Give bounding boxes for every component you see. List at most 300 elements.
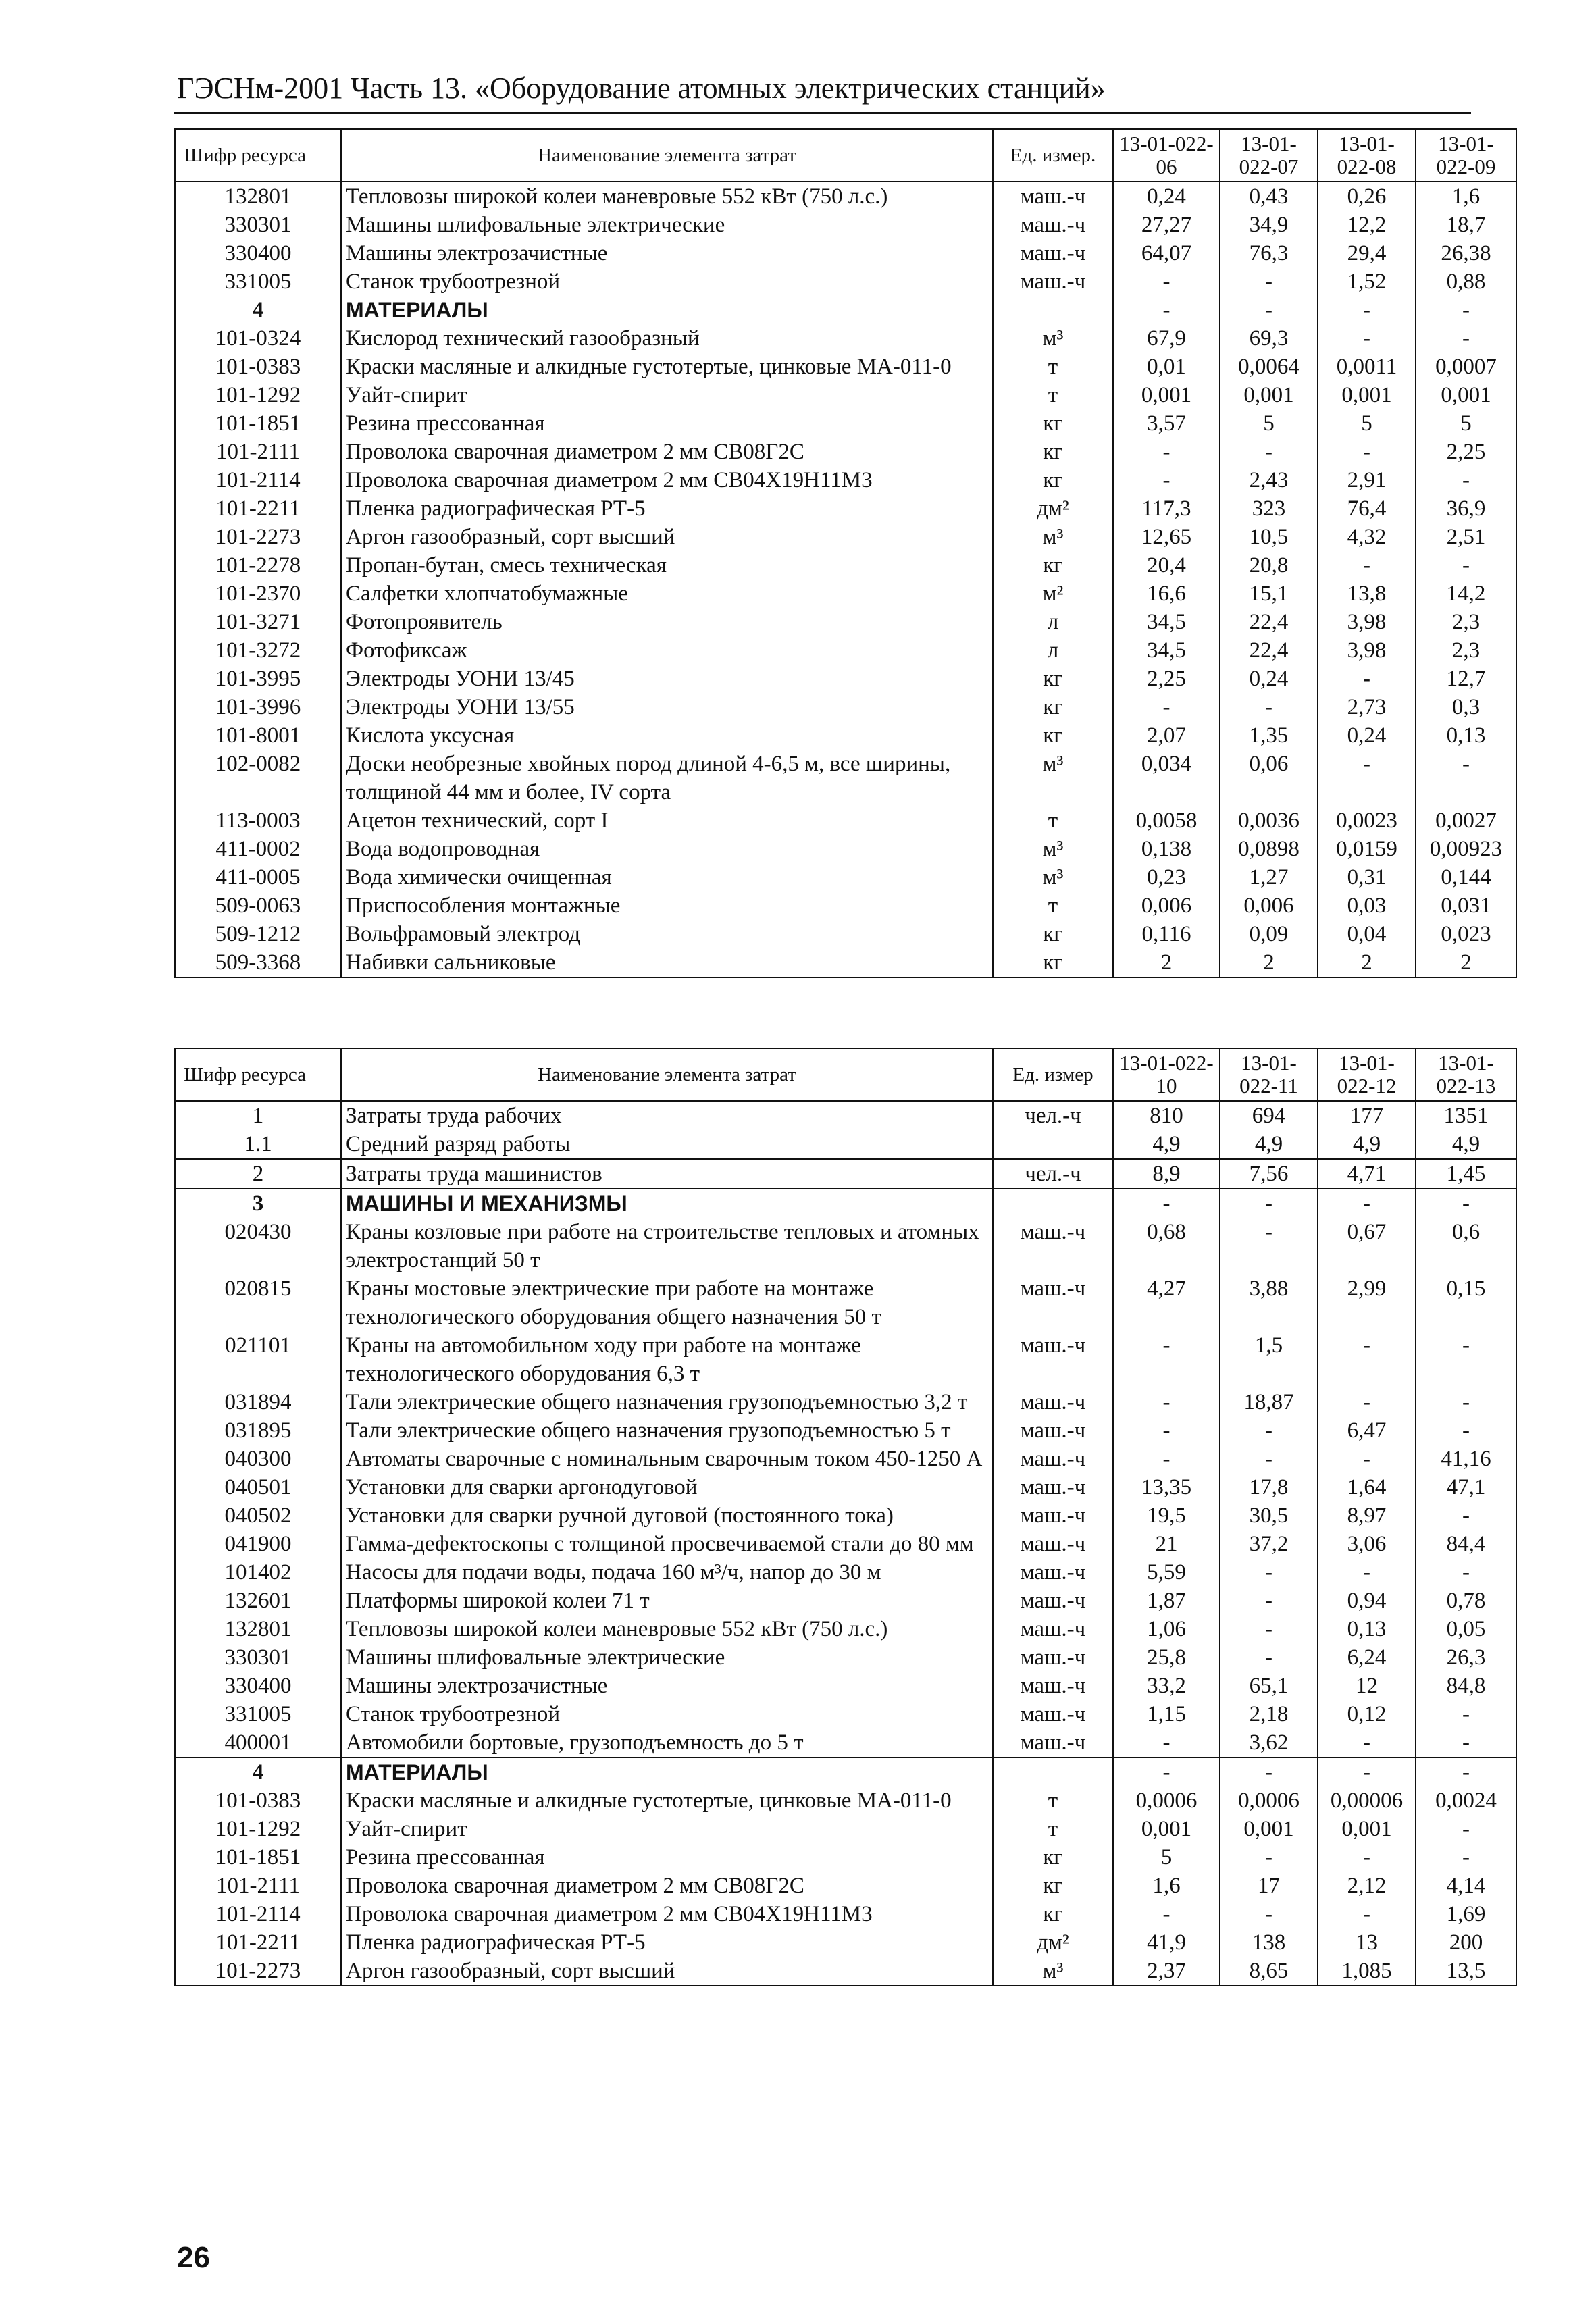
cost-element-name: Автоматы сварочные с номинальным сварочным током 450-1250 А (341, 1445, 993, 1473)
table-row (175, 438, 1516, 466)
norm-value: 30,5 (1220, 1501, 1318, 1530)
norm-value: 2,07 (1113, 721, 1220, 750)
cost-element-name: Автомобили бортовые, грузоподъемность до 5 т (341, 1728, 993, 1757)
cost-element-name: Краны мостовые электрические при работе на монтаже технологического оборудования общего назначения 50 т (341, 1275, 993, 1331)
cost-element-name: МАТЕРИАЛЫ (341, 296, 993, 324)
table-row (175, 665, 1516, 693)
norm-value: 177 (1318, 1101, 1416, 1130)
unit-of-measure: кг (993, 920, 1113, 948)
resource-code: 411-0005 (175, 863, 341, 892)
table-row (175, 863, 1516, 892)
norm-value: 0,031 (1416, 892, 1516, 920)
norm-value: - (1113, 296, 1220, 324)
table-row (175, 1643, 1516, 1672)
norm-value: 34,5 (1113, 608, 1220, 636)
unit-of-measure: маш.-ч (993, 1275, 1113, 1331)
norm-value: 5,59 (1113, 1558, 1220, 1587)
norm-value: 0,001 (1113, 381, 1220, 409)
unit-of-measure: маш.-ч (993, 1615, 1113, 1643)
norm-value: 0,0027 (1416, 806, 1516, 835)
resource-code: 3 (175, 1189, 341, 1218)
cost-element-name: Тепловозы широкой колеи маневровые 552 кВт (750 л.с.) (341, 182, 993, 211)
page-number: 26 (177, 2241, 210, 2274)
resource-code: 132601 (175, 1587, 341, 1615)
unit-of-measure (993, 1130, 1113, 1159)
unit-of-measure: маш.-ч (993, 1501, 1113, 1530)
norm-value: - (1113, 466, 1220, 494)
cost-element-name: Проволока сварочная диаметром 2 мм СВ08Г2С (341, 438, 993, 466)
norm-value: 2,25 (1113, 665, 1220, 693)
norm-value: 0,03 (1318, 892, 1416, 920)
norm-value: 1,15 (1113, 1700, 1220, 1728)
unit-of-measure: маш.-ч (993, 267, 1113, 296)
unit-of-measure (993, 1757, 1113, 1786)
norm-value: 2,12 (1318, 1872, 1416, 1900)
resource-code: 101-8001 (175, 721, 341, 750)
unit-of-measure: маш.-ч (993, 1672, 1113, 1700)
norm-value: - (1113, 438, 1220, 466)
resource-code: 400001 (175, 1728, 341, 1757)
norm-value: 1,6 (1416, 182, 1516, 211)
norm-value: 694 (1220, 1101, 1318, 1130)
norm-value: 0,116 (1113, 920, 1220, 948)
header-unit: Ед. измер. (993, 129, 1113, 182)
norm-value: 3,06 (1318, 1530, 1416, 1558)
norm-value: 0,23 (1113, 863, 1220, 892)
norm-value: 0,24 (1220, 665, 1318, 693)
norm-value: - (1318, 1445, 1416, 1473)
norm-value: - (1220, 1558, 1318, 1587)
page-header-title: ГЭСНм-2001 Часть 13. «Оборудование атомных электрических станций» (177, 72, 1106, 105)
header-col: 13-01-022-10 (1113, 1048, 1220, 1101)
norm-value: 0,001 (1113, 1815, 1220, 1843)
norm-value: 0,001 (1318, 381, 1416, 409)
norm-value: - (1416, 1843, 1516, 1872)
resource-code: 040501 (175, 1473, 341, 1501)
table-row (175, 1416, 1516, 1445)
table-row (175, 182, 1516, 211)
norm-value: 0,00006 (1318, 1786, 1416, 1815)
norm-value: 76,4 (1318, 494, 1416, 523)
table-row (175, 721, 1516, 750)
table-row (175, 1843, 1516, 1872)
resource-code: 101-3272 (175, 636, 341, 665)
section-row (175, 1189, 1516, 1218)
unit-of-measure: т (993, 1815, 1113, 1843)
table-row (175, 523, 1516, 551)
norm-value: - (1220, 1843, 1318, 1872)
resource-code: 021101 (175, 1331, 341, 1388)
norm-value: - (1220, 1615, 1318, 1643)
norm-value: - (1416, 1416, 1516, 1445)
norm-value: - (1220, 1900, 1318, 1928)
norm-value: 25,8 (1113, 1643, 1220, 1672)
resource-code: 509-0063 (175, 892, 341, 920)
norm-value: 0,0006 (1220, 1786, 1318, 1815)
norm-value: 5 (1318, 409, 1416, 438)
norm-value: - (1220, 1643, 1318, 1672)
unit-of-measure: маш.-ч (993, 1218, 1113, 1275)
norm-value: 67,9 (1113, 324, 1220, 353)
table-row (175, 892, 1516, 920)
table-1-body (175, 182, 1516, 977)
norm-value: 1,69 (1416, 1900, 1516, 1928)
norm-value: 0,05 (1416, 1615, 1516, 1643)
cost-element-name: Электроды УОНИ 13/55 (341, 693, 993, 721)
resource-code: 101-3996 (175, 693, 341, 721)
cost-element-name: Проволока сварочная диаметром 2 мм СВ08Г2С (341, 1872, 993, 1900)
norm-value: 20,8 (1220, 551, 1318, 580)
norm-value: 64,07 (1113, 239, 1220, 267)
norm-value: 14,2 (1416, 580, 1516, 608)
norm-value: 0,023 (1416, 920, 1516, 948)
resource-code: 041900 (175, 1530, 341, 1558)
norm-value: 138 (1220, 1928, 1318, 1957)
cost-element-name: Кислота уксусная (341, 721, 993, 750)
resource-code: 2 (175, 1159, 341, 1189)
resource-code: 101402 (175, 1558, 341, 1587)
resource-code: 509-1212 (175, 920, 341, 948)
norm-value: - (1318, 750, 1416, 806)
resource-code: 101-1292 (175, 381, 341, 409)
unit-of-measure: дм² (993, 1928, 1113, 1957)
table-row (175, 1815, 1516, 1843)
norm-value: 0,00923 (1416, 835, 1516, 863)
header-col: 13-01-022-07 (1220, 129, 1318, 182)
table-row (175, 1700, 1516, 1728)
norm-value: 1,52 (1318, 267, 1416, 296)
unit-of-measure: кг (993, 721, 1113, 750)
norm-value: 0,001 (1220, 1815, 1318, 1843)
norm-value: - (1113, 1445, 1220, 1473)
table-row (175, 1900, 1516, 1928)
unit-of-measure: маш.-ч (993, 239, 1113, 267)
norm-value: - (1318, 438, 1416, 466)
cost-element-name: Салфетки хлопчатобумажные (341, 580, 993, 608)
unit-of-measure: т (993, 892, 1113, 920)
header-rule (174, 112, 1471, 114)
cost-element-name: Аргон газообразный, сорт высший (341, 1957, 993, 1986)
resource-code: 101-2111 (175, 1872, 341, 1900)
norm-value: 13,8 (1318, 580, 1416, 608)
norm-value: - (1416, 324, 1516, 353)
resource-code: 101-0324 (175, 324, 341, 353)
header-code: Шифр ресурса (175, 129, 341, 182)
unit-of-measure: маш.-ч (993, 1388, 1113, 1416)
norm-value: 1,5 (1220, 1331, 1318, 1388)
norm-value: - (1318, 1757, 1416, 1786)
norm-value: 0,001 (1416, 381, 1516, 409)
norm-value: 76,3 (1220, 239, 1318, 267)
norm-value: 3,98 (1318, 636, 1416, 665)
cost-element-name: Проволока сварочная диаметром 2 мм СВ04Х19Н11М3 (341, 1900, 993, 1928)
norm-value: 0,0159 (1318, 835, 1416, 863)
resource-code: 101-0383 (175, 1786, 341, 1815)
resource-code: 101-0383 (175, 353, 341, 381)
norm-value: - (1113, 1331, 1220, 1388)
resource-code: 101-2273 (175, 1957, 341, 1986)
table-row (175, 466, 1516, 494)
norm-value: - (1220, 438, 1318, 466)
cost-element-name: Гамма-дефектоскопы с толщиной просвечиваемой стали до 80 мм (341, 1530, 993, 1558)
cost-element-name: Пропан-бутан, смесь техническая (341, 551, 993, 580)
table-row (175, 267, 1516, 296)
resource-code: 411-0002 (175, 835, 341, 863)
norm-value: - (1416, 1757, 1516, 1786)
table-row (175, 636, 1516, 665)
unit-of-measure: л (993, 636, 1113, 665)
norm-value: 4,27 (1113, 1275, 1220, 1331)
header-name: Наименование элемента затрат (341, 1048, 993, 1101)
unit-of-measure: маш.-ч (993, 1587, 1113, 1615)
norm-value: 0,09 (1220, 920, 1318, 948)
table-row (175, 551, 1516, 580)
norm-value: - (1318, 1728, 1416, 1757)
resource-code: 1 (175, 1101, 341, 1130)
norm-value: - (1416, 1815, 1516, 1843)
cost-element-name: Электроды УОНИ 13/45 (341, 665, 993, 693)
cost-element-name: Пленка радиографическая РТ-5 (341, 494, 993, 523)
norm-value: - (1416, 750, 1516, 806)
cost-element-name: Тепловозы широкой колеи маневровые 552 кВт (750 л.с.) (341, 1615, 993, 1643)
norm-value: 34,5 (1113, 636, 1220, 665)
norm-value: 0,034 (1113, 750, 1220, 806)
resource-code: 330400 (175, 239, 341, 267)
cost-element-name: Затраты труда машинистов (341, 1159, 993, 1189)
norm-value: 2,25 (1416, 438, 1516, 466)
resource-table-2 (174, 1048, 1517, 1986)
unit-of-measure: м³ (993, 750, 1113, 806)
cost-element-name: Тали электрические общего назначения грузоподъемностью 3,2 т (341, 1388, 993, 1416)
unit-of-measure: маш.-ч (993, 1416, 1113, 1445)
cost-element-name: Машины электрозачистные (341, 1672, 993, 1700)
unit-of-measure: кг (993, 665, 1113, 693)
norm-value: 41,16 (1416, 1445, 1516, 1473)
norm-value: - (1318, 1558, 1416, 1587)
resource-code: 132801 (175, 1615, 341, 1643)
header-name: Наименование элемента затрат (341, 129, 993, 182)
cost-element-name: Установки для сварки аргонодуговой (341, 1473, 993, 1501)
unit-of-measure: кг (993, 409, 1113, 438)
norm-value: 0,138 (1113, 835, 1220, 863)
unit-of-measure: т (993, 353, 1113, 381)
norm-value: 34,9 (1220, 211, 1318, 239)
norm-value: 1,27 (1220, 863, 1318, 892)
unit-of-measure: м³ (993, 1957, 1113, 1986)
resource-code: 101-2211 (175, 494, 341, 523)
header-col: 13-01-022-11 (1220, 1048, 1318, 1101)
cost-element-name: Резина прессованная (341, 1843, 993, 1872)
table-row (175, 920, 1516, 948)
norm-value: - (1220, 1218, 1318, 1275)
norm-value: 0,0898 (1220, 835, 1318, 863)
norm-value: - (1113, 1416, 1220, 1445)
norm-value: - (1416, 1388, 1516, 1416)
header-col: 13-01-022-13 (1416, 1048, 1516, 1101)
norm-value: - (1220, 1587, 1318, 1615)
norm-value: 7,56 (1220, 1159, 1318, 1189)
table-row (175, 806, 1516, 835)
unit-of-measure: маш.-ч (993, 1473, 1113, 1501)
resource-code: 101-2273 (175, 523, 341, 551)
table-row (175, 1587, 1516, 1615)
norm-value: 69,3 (1220, 324, 1318, 353)
table-row (175, 1728, 1516, 1757)
table-row (175, 409, 1516, 438)
table-row (175, 1672, 1516, 1700)
resource-code: 113-0003 (175, 806, 341, 835)
cost-element-name: Ацетон технический, сорт I (341, 806, 993, 835)
norm-value: 0,3 (1416, 693, 1516, 721)
header-col: 13-01-022-08 (1318, 129, 1416, 182)
cost-element-name: МАШИНЫ И МЕХАНИЗМЫ (341, 1189, 993, 1218)
cost-element-name: Приспособления монтажные (341, 892, 993, 920)
norm-value: 4,71 (1318, 1159, 1416, 1189)
norm-value: 0,94 (1318, 1587, 1416, 1615)
norm-value: 16,6 (1113, 580, 1220, 608)
norm-value: 18,7 (1416, 211, 1516, 239)
unit-of-measure: кг (993, 1872, 1113, 1900)
table-row (175, 1130, 1516, 1159)
resource-code: 040502 (175, 1501, 341, 1530)
cost-element-name: Тали электрические общего назначения грузоподъемностью 5 т (341, 1416, 993, 1445)
table-row (175, 353, 1516, 381)
table-row (175, 1445, 1516, 1473)
table-row (175, 608, 1516, 636)
cost-element-name: Платформы широкой колеи 71 т (341, 1587, 993, 1615)
norm-value: 10,5 (1220, 523, 1318, 551)
norm-value: 0,78 (1416, 1587, 1516, 1615)
table-row (175, 494, 1516, 523)
norm-value: 0,24 (1318, 721, 1416, 750)
norm-value: 1351 (1416, 1101, 1516, 1130)
norm-value: 5 (1113, 1843, 1220, 1872)
resource-code: 4 (175, 1757, 341, 1786)
norm-value: 0,001 (1220, 381, 1318, 409)
norm-value: 8,9 (1113, 1159, 1220, 1189)
unit-of-measure: л (993, 608, 1113, 636)
resource-code: 330301 (175, 211, 341, 239)
norm-value: 4,9 (1220, 1130, 1318, 1159)
norm-value: 0,006 (1113, 892, 1220, 920)
norm-value: 8,97 (1318, 1501, 1416, 1530)
norm-value: 0,0006 (1113, 1786, 1220, 1815)
table-row (175, 1331, 1516, 1388)
unit-of-measure: т (993, 806, 1113, 835)
norm-value: - (1416, 1700, 1516, 1728)
norm-value: 0,43 (1220, 182, 1318, 211)
norm-value: 117,3 (1113, 494, 1220, 523)
norm-value: 36,9 (1416, 494, 1516, 523)
header-code: Шифр ресурса (175, 1048, 341, 1101)
norm-value: - (1318, 1189, 1416, 1218)
unit-of-measure: кг (993, 551, 1113, 580)
resource-code: 031895 (175, 1416, 341, 1445)
norm-value: 1,06 (1113, 1615, 1220, 1643)
norm-value: - (1416, 551, 1516, 580)
norm-value: - (1220, 1189, 1318, 1218)
table-row (175, 1275, 1516, 1331)
unit-of-measure: чел.-ч (993, 1159, 1113, 1189)
cost-element-name: Вода водопроводная (341, 835, 993, 863)
resource-code: 102-0082 (175, 750, 341, 806)
norm-value: - (1318, 296, 1416, 324)
resource-code: 101-1851 (175, 1843, 341, 1872)
norm-value: 2,3 (1416, 608, 1516, 636)
cost-element-name: Машины электрозачистные (341, 239, 993, 267)
unit-of-measure: маш.-ч (993, 1445, 1113, 1473)
unit-of-measure: маш.-ч (993, 1530, 1113, 1558)
resource-code: 101-2114 (175, 466, 341, 494)
cost-element-name: Аргон газообразный, сорт высший (341, 523, 993, 551)
table-row (175, 1218, 1516, 1275)
resource-code: 331005 (175, 1700, 341, 1728)
norm-value: - (1113, 1757, 1220, 1786)
unit-of-measure: кг (993, 1843, 1113, 1872)
unit-of-measure: м² (993, 580, 1113, 608)
resource-code: 4 (175, 296, 341, 324)
norm-value: 41,9 (1113, 1928, 1220, 1957)
norm-value: - (1416, 466, 1516, 494)
norm-value: 18,87 (1220, 1388, 1318, 1416)
unit-of-measure: т (993, 1786, 1113, 1815)
table-row (175, 1530, 1516, 1558)
norm-value: 2 (1220, 948, 1318, 977)
norm-value: 27,27 (1113, 211, 1220, 239)
norm-value: - (1318, 551, 1416, 580)
norm-value: 0,006 (1220, 892, 1318, 920)
norm-value: - (1318, 1900, 1416, 1928)
norm-value: 0,0011 (1318, 353, 1416, 381)
norm-value: 2 (1318, 948, 1416, 977)
norm-value: - (1416, 296, 1516, 324)
norm-value: 4,32 (1318, 523, 1416, 551)
cost-element-name: Краны козловые при работе на строительстве тепловых и атомных электростанций 50 т (341, 1218, 993, 1275)
unit-of-measure: кг (993, 693, 1113, 721)
norm-value: 0,001 (1318, 1815, 1416, 1843)
unit-of-measure (993, 296, 1113, 324)
cost-element-name: Уайт-спирит (341, 1815, 993, 1843)
unit-of-measure: маш.-ч (993, 182, 1113, 211)
resource-code: 330400 (175, 1672, 341, 1700)
table-row (175, 1615, 1516, 1643)
norm-value: 1,6 (1113, 1872, 1220, 1900)
unit-of-measure: м³ (993, 324, 1113, 353)
norm-value: 0,13 (1318, 1615, 1416, 1643)
norm-value: 65,1 (1220, 1672, 1318, 1700)
norm-value: 2,3 (1416, 636, 1516, 665)
norm-value: 0,0064 (1220, 353, 1318, 381)
unit-of-measure (993, 1189, 1113, 1218)
norm-value: 2 (1416, 948, 1516, 977)
unit-of-measure: кг (993, 1900, 1113, 1928)
resource-code: 1.1 (175, 1130, 341, 1159)
norm-value: 2,18 (1220, 1700, 1318, 1728)
cost-element-name: Доски необрезные хвойных пород длиной 4-6,5 м, все ширины, толщиной 44 мм и более, IV сорта (341, 750, 993, 806)
norm-value: 3,98 (1318, 608, 1416, 636)
resource-code: 101-2111 (175, 438, 341, 466)
resource-code: 101-3271 (175, 608, 341, 636)
norm-value: 84,4 (1416, 1530, 1516, 1558)
resource-code: 031894 (175, 1388, 341, 1416)
norm-value: - (1113, 267, 1220, 296)
norm-value: 1,87 (1113, 1587, 1220, 1615)
unit-of-measure: кг (993, 466, 1113, 494)
norm-value: 33,2 (1113, 1672, 1220, 1700)
table-2-body (175, 1101, 1516, 1986)
table-row (175, 381, 1516, 409)
norm-value: 12,7 (1416, 665, 1516, 693)
